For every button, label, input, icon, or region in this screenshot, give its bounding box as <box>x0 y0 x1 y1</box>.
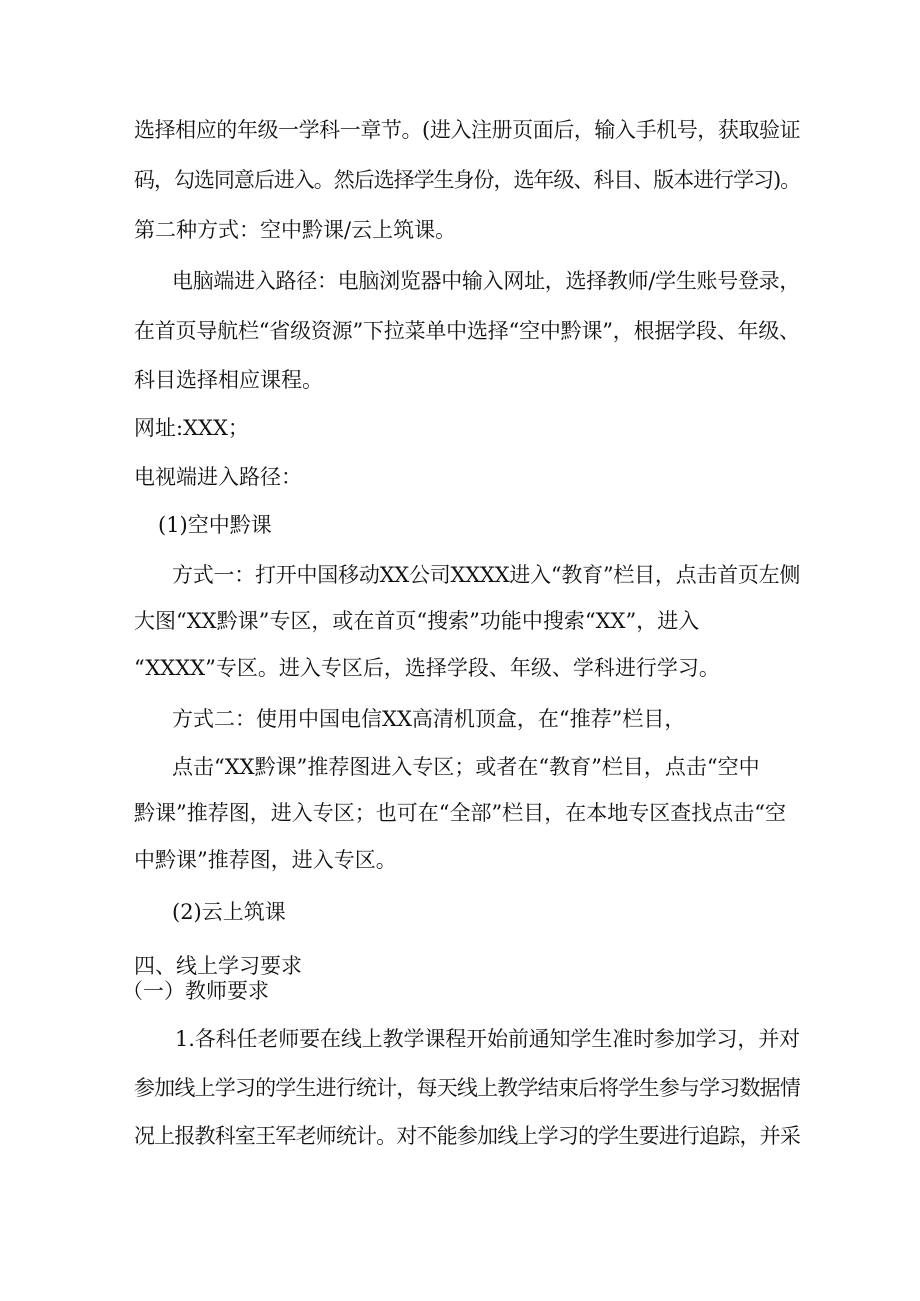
paragraph-line: 况上报教科室王军老师统计。对不能参加线上学习的学生要进行追踪，并采 <box>134 1124 800 1148</box>
paragraph-line: 方式一：打开中国移动XX公司XXXX进入“教育”栏目，点击首页左侧 <box>172 563 801 587</box>
paragraph-line: “XXXX”专区。进入专区后，选择学段、年级、学科进行学习。 <box>134 656 720 680</box>
list-heading: (1)空中黔课 <box>158 513 272 537</box>
list-heading: (2)云上筑课 <box>172 900 286 924</box>
paragraph-line: 参加线上学习的学生进行统计，每天线上教学结束后将学生参与学习数据情 <box>134 1076 800 1100</box>
paragraph-line: 选择相应的年级一学科一章节。(进入注册页面后，输入手机号，获取验证 <box>134 118 801 142</box>
paragraph-line: 码，勾选同意后进入。然后选择学生身份，选年级、科目、版本进行学习)。 <box>134 168 801 192</box>
paragraph-line: 科目选择相应课程。 <box>134 368 323 392</box>
paragraph-line: 点击“XX黔课”推荐图进入专区；或者在“教育”栏目，点击“空中 <box>172 755 760 779</box>
paragraph-line: 1.各科任老师要在线上教学课程开始前通知学生准时参加学习，并对 <box>175 1027 801 1051</box>
section-heading: 四、线上学习要求 <box>134 954 302 978</box>
subsection-heading: （一）教师要求 <box>122 979 269 1003</box>
paragraph-line: 在首页导航栏“省级资源”下拉菜单中选择“空中黔课”，根据学段、年级、 <box>134 319 800 343</box>
paragraph-line: 黔课”推荐图，进入专区；也可在“全部”栏目，在本地专区查找点击“空 <box>134 801 786 825</box>
paragraph-line: 电脑端进入路径：电脑浏览器中输入网址，选择教师/学生账号登录， <box>172 269 801 293</box>
paragraph-line: 中黔课”推荐图，进入专区。 <box>134 848 397 872</box>
paragraph-line: 网址:XXX； <box>134 416 249 440</box>
paragraph-line: 电视端进入路径： <box>134 465 302 489</box>
paragraph-line: 方式二：使用中国电信XX高清机顶盒，在“推荐”栏目， <box>172 707 686 731</box>
paragraph-line: 大图“XX黔课”专区，或在首页“搜索”功能中搜索“XX”，进入 <box>134 609 700 633</box>
paragraph-line: 第二种方式：空中黔课/云上筑课。 <box>134 218 457 242</box>
